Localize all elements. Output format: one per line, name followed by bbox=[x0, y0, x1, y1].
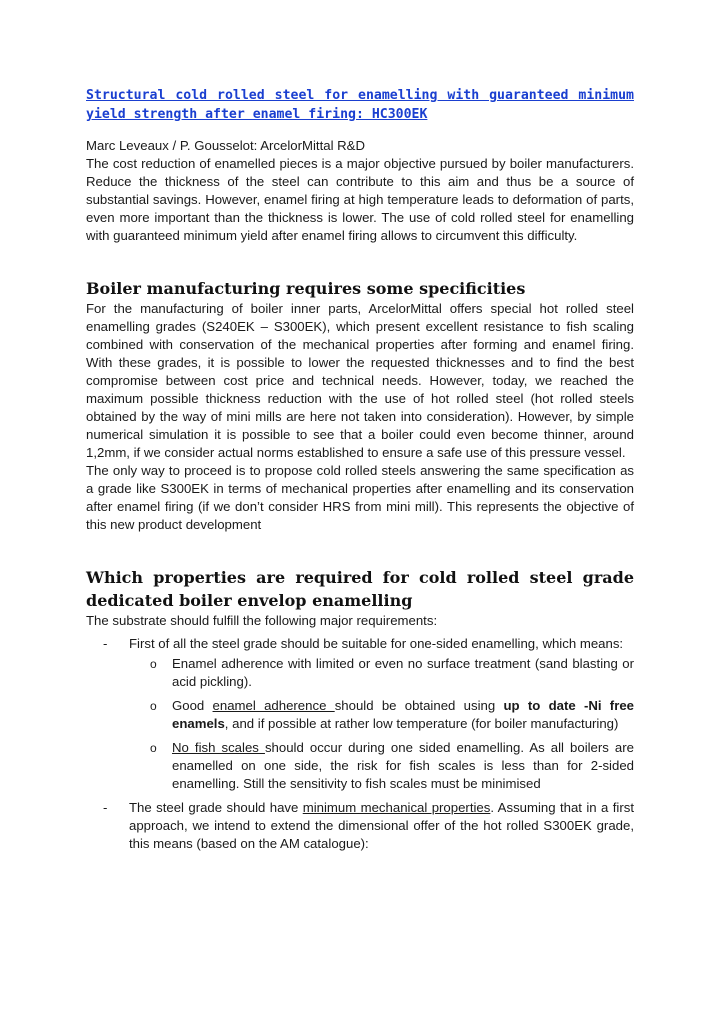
subrequirement-2-mid: should be obtained using bbox=[334, 698, 504, 713]
section2-lead: The substrate should fulfill the following major requirements: bbox=[86, 613, 438, 628]
document-title[interactable]: Structural cold rolled steel for enamelling with guaranteed minimum yield strength after enamel firing: HC300EK bbox=[86, 88, 634, 122]
requirement-item-one-sided-enamelling bbox=[86, 635, 634, 793]
subrequirement-enamel-adherence bbox=[129, 697, 634, 733]
subrequirement-2-text bbox=[172, 697, 634, 733]
circle-bullet: o bbox=[150, 657, 157, 671]
requirements-list bbox=[86, 635, 634, 853]
no-fish-scales-underlined: No fish scales bbox=[172, 740, 265, 755]
authors-line: Marc Leveaux / P. Gousselot: ArcelorMittal R&D bbox=[86, 138, 366, 153]
section-heading-boiler-manufacturing: Boiler manufacturing requires some specificities bbox=[86, 279, 526, 298]
subrequirement-no-fish-scales bbox=[129, 739, 634, 793]
subrequirement-3-post: should occur during one sided enamelling. As all boilers are enamelled on one side, the risk for fish scales is less than for 2-sided enamelling. Still the sensitivity to fish scales must be minimised bbox=[172, 740, 634, 791]
section-heading-required-properties: Which properties are required for cold rolled steel grade dedicated boiler envelop enamelling bbox=[86, 568, 634, 610]
enamel-adherence-underlined: enamel adherence bbox=[212, 698, 335, 713]
requirement-2-text bbox=[129, 799, 634, 853]
circle-bullet: o bbox=[150, 741, 157, 755]
ni-free-enamels-bold: up to date -Ni free enamels bbox=[172, 698, 635, 731]
subrequirement-2-pre: Good bbox=[172, 698, 213, 713]
dash-bullet: - bbox=[103, 800, 108, 815]
requirement-item-mechanical-properties bbox=[86, 799, 634, 853]
requirement-2-pre: The steel grade should have bbox=[129, 800, 303, 815]
section1-paragraph-1: For the manufacturing of boiler inner parts, ArcelorMittal offers special hot rolled steel enamelling grades (S240EK – S300EK), which present excellent resistance to fish scaling combined with conservation of the mechanical properties after forming and enamel firing. With these grades, it is possible to lower the requested thicknesses and to find the best compromise between cost price and technical needs. However, today, we reached the maximum possible thickness reduction with the use of hot rolled steel (hot rolled steels obtained by the way of mini mills are here not taken into consideration). However, by simple numerical simulation it is possible to see that a boiler could even become thinner, around 1,2mm, if we consider actual norms established to ensure a safe use of this pressure vessel. bbox=[86, 301, 634, 460]
requirement-1-sublist bbox=[129, 655, 634, 793]
requirement-1-text: First of all the steel grade should be suitable for one-sided enamelling, which means: bbox=[129, 636, 624, 651]
intro-paragraph: The cost reduction of enamelled pieces is a major objective pursued by boiler manufacturers. Reduce the thickness of the steel can contribute to this aim and thus be a source of substantial savings. However, enamel firing at high temperature leads to deformation of parts, even more important than the thickness is lower. The use of cold rolled steel for enamelling with guaranteed minimum yield after enamel firing allows to circumvent this difficulty. bbox=[86, 156, 634, 243]
subrequirement-surface-treatment bbox=[129, 655, 634, 691]
section1-paragraph-2: The only way to proceed is to propose cold rolled steels answering the same specification as a grade like S300EK in terms of mechanical properties after enamelling and its conservation after enamel firing (if we don’t consider HRS from mini mill). This represents the objective of this new product development bbox=[86, 463, 634, 532]
document-page bbox=[86, 86, 634, 855]
subrequirement-2-post: , and if possible at rather low temperature (for boiler manufacturing) bbox=[224, 716, 619, 731]
subrequirement-3-text bbox=[172, 739, 634, 793]
requirement-2-post: . Assuming that in a first approach, we intend to extend the dimensional offer of the hot rolled S300EK grade, this means (based on the AM catalogue): bbox=[129, 800, 634, 851]
subrequirement-1-text: Enamel adherence with limited or even no surface treatment (sand blasting or acid pickling). bbox=[172, 656, 634, 689]
minimum-mechanical-properties-underlined: minimum mechanical properties bbox=[302, 800, 491, 815]
circle-bullet: o bbox=[150, 699, 157, 713]
dash-bullet: - bbox=[103, 636, 108, 651]
